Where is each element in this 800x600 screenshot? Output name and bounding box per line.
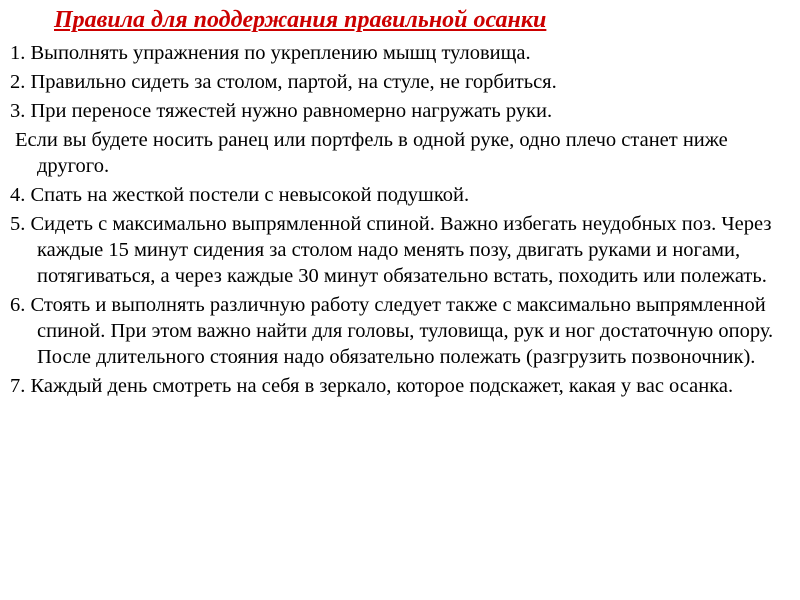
rules-list [10,40,795,402]
rule-item-6: 6. Стоять и выполнять различную работу следует также с максимально выпрямленной спиной. При этом важно найти для головы, туловища, рук и ног достаточную опору. После длительного стояния надо обязательно полежать (разгрузить позвоночник). [10,294,774,368]
slide-title: Правила для поддержания правильной осанки [54,7,547,33]
rule-item-1: 1. Выполнять упражнения по укреплению мышц туловища. [10,42,531,64]
rule-item-3-note: Если вы будете носить ранец или портфель в одной руке, одно плечо станет ниже другого. [15,129,728,177]
rule-item-2: 2. Правильно сидеть за столом, партой, на стуле, не горбиться. [10,71,557,93]
rule-item-4: 4. Спать на жесткой постели с невысокой подушкой. [10,184,470,206]
rule-item-3: 3. При переносе тяжестей нужно равномерно нагружать руки. [10,100,553,122]
rule-item-7: 7. Каждый день смотреть на себя в зеркало, которое подскажет, какая у вас осанка. [10,375,734,397]
rule-item-5: 5. Сидеть с максимально выпрямленной спиной. Важно избегать неудобных поз. Через каждые 15 минут сидения за столом надо менять позу, двигать руками и ногами, потягиваться, а через каждые 30 минут обязательно встать, походить или полежать. [10,213,772,287]
